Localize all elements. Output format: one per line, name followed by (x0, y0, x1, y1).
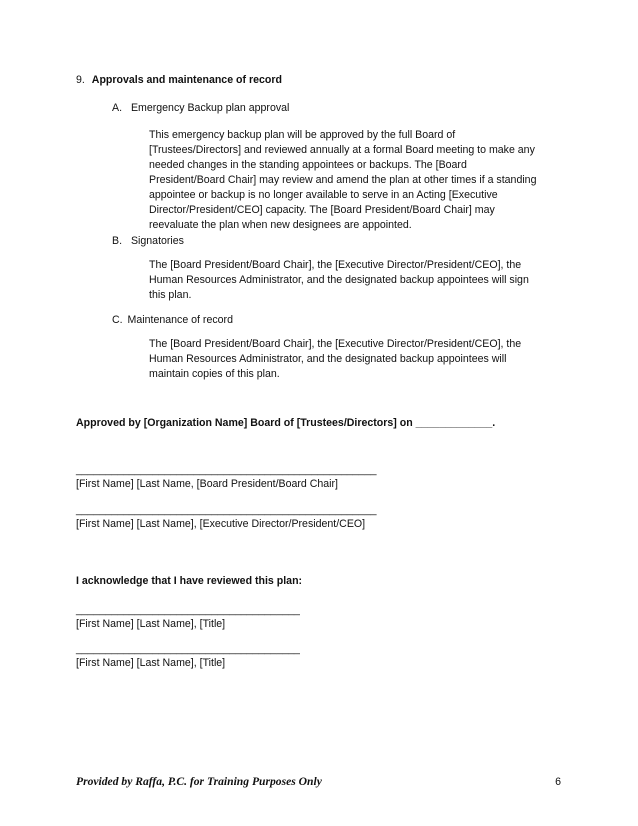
body-line: this plan. (149, 289, 192, 301)
page-number: 6 (555, 776, 561, 788)
body-line: maintain copies of this plan. (149, 368, 280, 380)
subsection-b-body (149, 258, 529, 303)
body-line: reevaluate the plan when new designees are appointed. (149, 219, 412, 231)
signature-line: ______________________________________ (76, 604, 300, 616)
signatory-name: [First Name] [Last Name, [Board President/Board Chair] (76, 478, 339, 490)
body-line: Director/President/CEO] capacity. The [Board President/Board Chair] may (149, 204, 495, 216)
subsection-title: Signatories (130, 235, 184, 247)
body-line: appointee or backup is no longer available to serve in an Acting [Executive (149, 189, 498, 201)
section-title: Approvals and maintenance of record (91, 74, 282, 86)
subsection-b-heading (112, 234, 184, 249)
signature-line: ___________________________________________________ (76, 504, 377, 516)
body-line: The [Board President/Board Chair], the [Executive Director/President/CEO], the (149, 338, 522, 350)
signature-line: ___________________________________________________ (76, 464, 377, 476)
body-line: [Trustees/Directors] and reviewed annually at a formal Board meeting to make any (149, 144, 535, 156)
body-line: President/Board Chair] may review and amend the plan at other times if a standing (149, 174, 537, 186)
signatory-name: [First Name] [Last Name], [Executive Director/President/CEO] (76, 518, 366, 530)
body-line: This emergency backup plan will be approved by the full Board of (149, 129, 456, 141)
body-line: Human Resources Administrator, and the designated backup appointees will (149, 353, 507, 365)
body-line: needed changes in the standing appointees or backups. The [Board (149, 159, 467, 171)
subsection-letter: A. (112, 102, 123, 114)
subsection-c-body (149, 337, 521, 382)
subsection-letter: C. (112, 314, 123, 326)
section-number: 9. (76, 74, 85, 86)
subsection-title: Maintenance of record (127, 314, 233, 326)
approval-statement: Approved by [Organization Name] Board of [Trustees/Directors] on _____________. (76, 417, 496, 429)
section-heading (76, 73, 282, 88)
signatory-name: [First Name] [Last Name], [Title] (76, 618, 226, 630)
subsection-a-body (149, 128, 536, 233)
body-line: The [Board President/Board Chair], the [Executive Director/President/CEO], the (149, 259, 522, 271)
footer-text: Provided by Raffa, P.C. for Training Purposes Only (76, 775, 322, 788)
subsection-a-heading (112, 101, 289, 116)
subsection-letter: B. (112, 235, 123, 247)
signatory-name: [First Name] [Last Name], [Title] (76, 657, 226, 669)
body-line: Human Resources Administrator, and the designated backup appointees will sign (149, 274, 529, 286)
subsection-title: Emergency Backup plan approval (130, 102, 290, 114)
signature-line: ______________________________________ (76, 643, 300, 655)
subsection-c-heading (112, 313, 233, 328)
acknowledgement-statement: I acknowledge that I have reviewed this plan: (76, 575, 303, 587)
